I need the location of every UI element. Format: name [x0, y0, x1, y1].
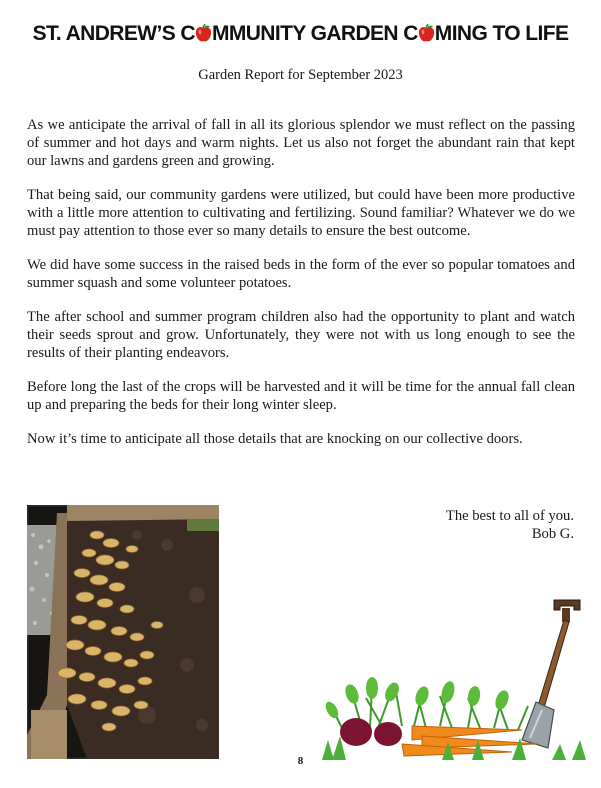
signature-name: Bob G.: [531, 526, 574, 542]
potato-harvest-photo: [27, 505, 219, 759]
paragraph: That being said, our community gardens were utilized, but could have been more productive with a little more attention to cultivating and fertilizing. Sound familiar? Whatever we do we must pay attention to those ever so many details to ensure the best outcome.: [27, 187, 575, 239]
title-part-2: MMUNITY GARDEN C: [211, 22, 418, 45]
spade-icon: [522, 600, 580, 748]
tomato-icon: [195, 24, 212, 49]
paragraph: Now it’s time to anticipate all those details that are knocking on our collective doors.: [27, 431, 523, 447]
title-part-3: MING TO LIFE: [434, 22, 569, 45]
page-title: [0, 22, 601, 49]
paragraph: We did have some success in the raised beds in the form of the ever so popular tomatoes and summer squash and some volunteer potatoes.: [27, 257, 575, 291]
tomato-icon: [418, 24, 435, 49]
signature-block: [446, 507, 574, 543]
title-part-1: ST. ANDREW’S C: [32, 22, 195, 45]
paragraph: As we anticipate the arrival of fall in all its glorious splendor we must reflect on the passing of summer and hot days and warm nights. Let us also not forget the abundant rain that kept our lawns and gardens green and growing.: [27, 117, 575, 169]
paragraph: Before long the last of the crops will be harvested and it will be time for the annual fall clean up and preparing the beds for their long winter sleep.: [27, 379, 575, 413]
report-body: [27, 116, 575, 464]
page-number: 8: [297, 755, 304, 767]
vegetables-and-spade-illustration: [322, 598, 590, 760]
report-subtitle: Garden Report for September 2023: [198, 67, 403, 83]
signature-closing: The best to all of you.: [445, 508, 574, 524]
paragraph: The after school and summer program children also had the opportunity to plant and watch their seeds sprout and grow. Unfortunately, they were not with us long enough to see the results of their planting endeavors.: [27, 309, 575, 361]
